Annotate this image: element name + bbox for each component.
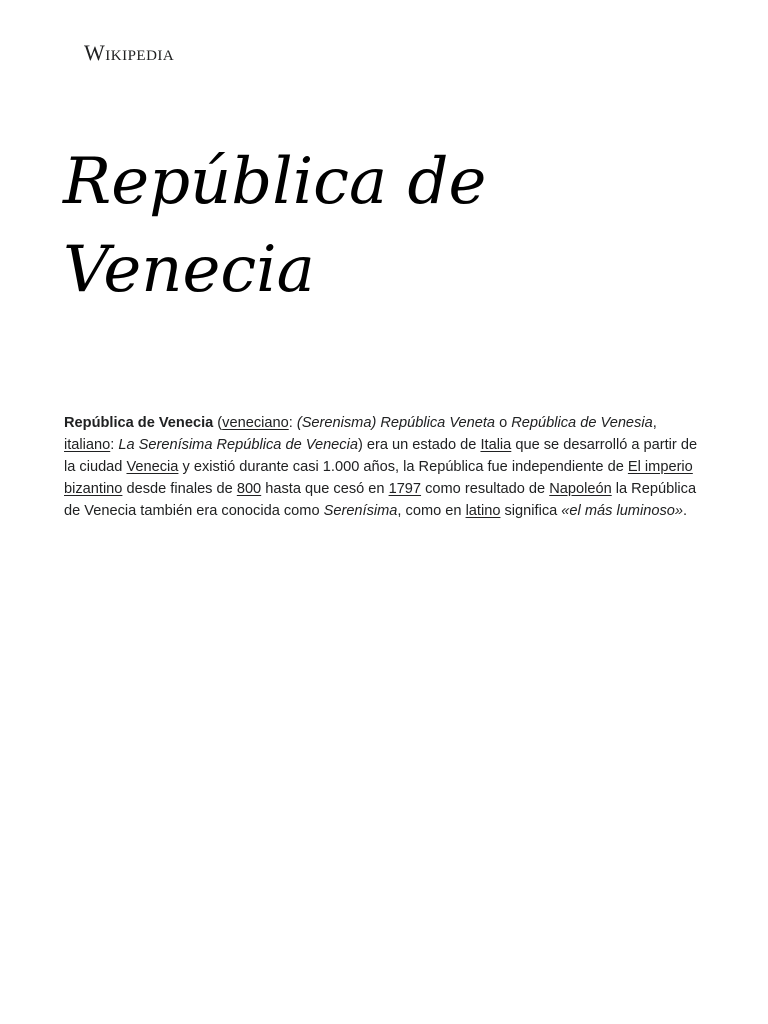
link-latino[interactable]: latino [465,503,501,519]
lead-text: , como en [397,503,466,519]
italian-name: La Serenísima República de Venecia [118,437,358,453]
lead-text: . [682,503,688,519]
lead-text: : [288,415,297,431]
wikipedia-logo[interactable]: Wikipedia [84,40,175,65]
link-venecia[interactable]: Venecia [126,459,179,475]
lead-text: la República de Venecia también era conocida como [64,481,697,519]
lead-text: , [652,415,657,431]
link-napoleon[interactable]: Napoleón [549,481,612,497]
link-imperio-bizantino[interactable]: El imperio bizantino [64,459,693,497]
lead-text: hasta que cesó en [261,481,389,497]
link-1797[interactable]: 1797 [388,481,422,497]
lead-text: : [110,437,119,453]
lead-text: que se desarrolló a partir de la ciudad [64,437,698,475]
venetian-alt-name: República de Venesia [511,415,653,431]
link-italia[interactable]: Italia [480,437,512,453]
serenisima-term: Serenísima [323,503,398,519]
lead-text: desde finales de [122,481,237,497]
lead-text: significa [500,503,562,519]
link-veneciano[interactable]: veneciano [222,415,289,431]
lead-paragraph [64,412,706,522]
lead-text: o [495,415,512,431]
lead-text: como resultado de [421,481,550,497]
link-italiano[interactable]: italiano [64,437,111,453]
page-title: República de Venecia [63,145,487,307]
lead-text: ( [213,415,223,431]
venetian-name: (Serenisma) República Veneta [296,415,496,431]
lead-text: ) era un estado de [357,437,481,453]
article-subject: República de Venecia [64,415,214,431]
link-800[interactable]: 800 [236,481,262,497]
lead-text: y existió durante casi 1.000 años, la República fue independiente de [178,459,628,475]
meaning-term: «el más luminoso» [561,503,683,519]
